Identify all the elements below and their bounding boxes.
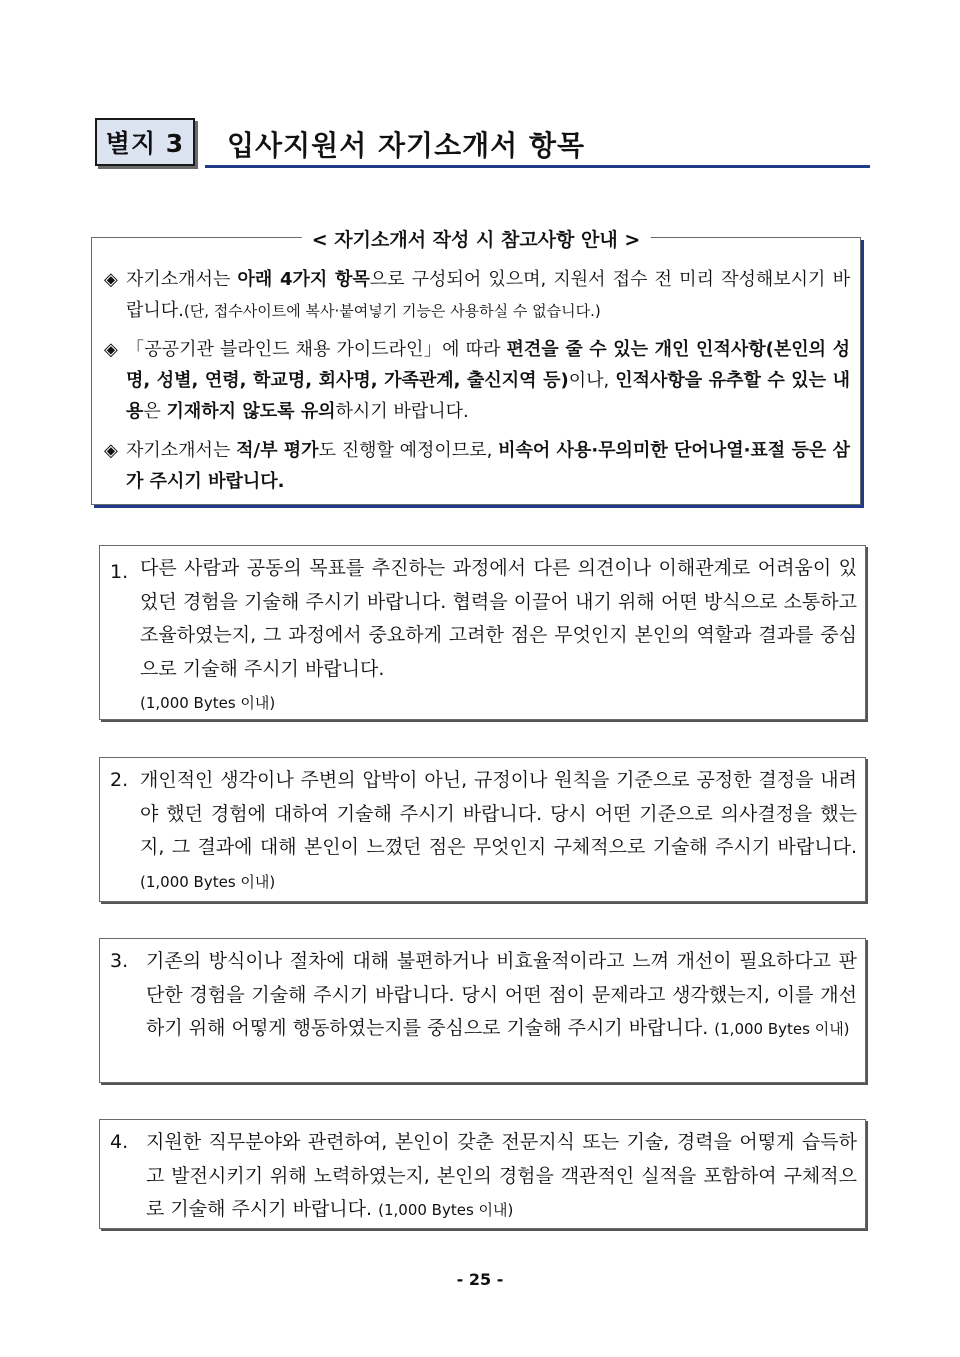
question-number: 4. [110,1131,129,1153]
question-number: 2. [110,769,129,791]
notice-item-text: 자기소개서는 적/부 평가도 진행할 예정이므로, 비속어 사용·무의미한 단어나열·표절 등은 삼가 주시기 바랍니다. [126,440,850,492]
question-text: 지원한 직무분야와 관련하여, 본인이 갖춘 전문지식 또는 기술, 경력을 어떻게 습득하고 발전시키기 위해 노력하였는지, 본인의 경험을 객관적인 실적을 포함하여 구체적으로 기술해 주시기 바랍니다. (1,000 Bytes 이내) [146,1131,857,1220]
byte-limit: (1,000 Bytes 이내) [140,694,276,712]
title-underline [205,165,870,168]
diamond-bullet-icon: ◈ [104,440,118,461]
diamond-bullet-icon: ◈ [104,339,118,360]
question-text: 다른 사람과 공동의 목표를 추진하는 과정에서 다른 의견이나 이해관계로 어려움이 있었던 경험을 기술해 주시기 바랍니다. 협력을 이끌어 내기 위해 어떤 방식으로 소통하고 조율하였는지, 그 과정에서 중요하게 고려한 점은 무엇인지 본인의 역할과 결과를 중심으로 기술해 주시기 바랍니다. (1,000 Bytes 이내) [140,557,857,712]
page-title: 입사지원서 자기소개서 항목 [227,129,586,162]
question-text: 기존의 방식이나 절차에 대해 불편하거나 비효율적이라고 느껴 개선이 필요하다고 판단한 경험을 기술해 주시기 바랍니다. 당시 어떤 점이 문제라고 생각했는지, 이를 개선하기 위해 어떻게 행동하였는지를 중심으로 기술해 주시기 바랍니다. (1,000 Bytes 이내) [146,950,857,1039]
appendix-header [95,118,870,170]
page-number: - 25 - [456,1270,504,1289]
question-number: 3. [110,950,129,972]
notice-box [91,229,861,505]
question-text: 개인적인 생각이나 주변의 압박이 아닌, 규정이나 원칙을 기준으로 공정한 결정을 내려야 했던 경험에 대하여 기술해 주시기 바랍니다. 당시 어떤 기준으로 의사결정을 했는지, 그 결과에 대해 본인이 느꼈던 점은 무엇인지 구체적으로 기술해 주시기 바랍니다. (1,000 Bytes 이내) [140,769,857,891]
appendix-tag: 별지 3 [95,118,195,166]
diamond-bullet-icon: ◈ [104,269,118,290]
notice-item-1 [104,264,850,327]
question-box-4 [99,1119,866,1229]
notice-item-2 [104,334,850,427]
byte-limit: (1,000 Bytes 이내) [378,1201,514,1219]
byte-limit: (1,000 Bytes 이내) [140,872,276,891]
notice-item-text: 자기소개서는 아래 4가지 항목으로 구성되어 있으며, 지원서 접수 전 미리 작성해보시기 바랍니다.(단, 접수사이트에 복사·붙여넣기 기능은 사용하실 수 없습니다.) [126,269,850,321]
question-box-1 [99,545,866,720]
question-number: 1. [110,561,129,583]
question-box-2 [99,757,866,902]
question-box-3 [99,938,866,1083]
notice-item-3 [104,435,850,497]
byte-limit: (1,000 Bytes 이내) [714,1020,850,1038]
notice-item-text: 「공공기관 블라인드 채용 가이드라인」에 따라 편견을 줄 수 있는 개인 인적사항(본인의 성명, 성별, 연령, 학교명, 회사명, 가족관계, 출신지역 등)이나, 인적사항을 유추할 수 있는 내용은 기재하지 않도록 유의하시기 바랍니다. [126,339,851,422]
notice-title: < 자기소개서 작성 시 참고사항 안내 > [302,225,651,252]
